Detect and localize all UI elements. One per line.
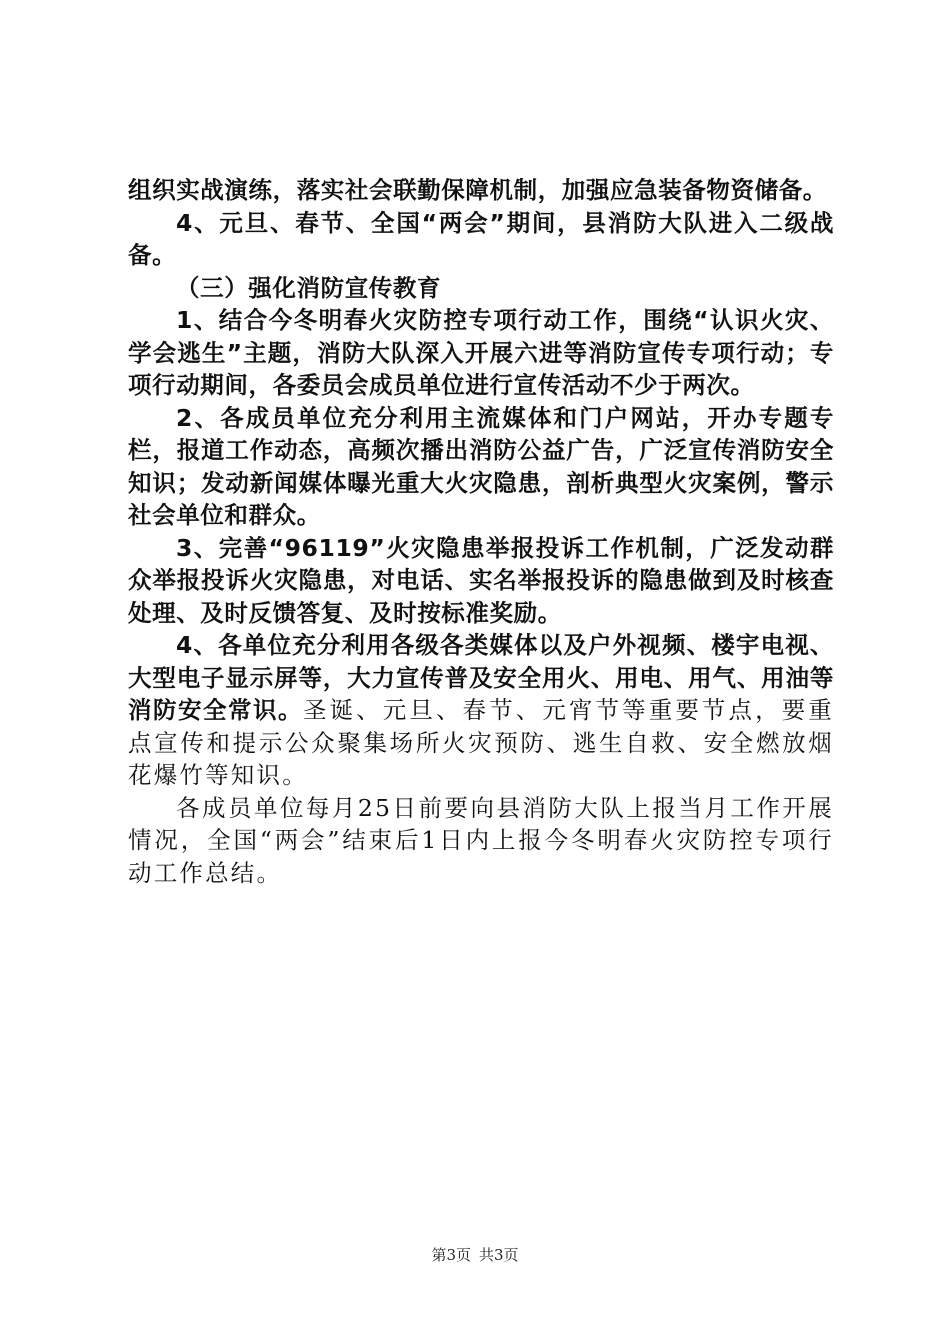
document-body xyxy=(128,174,834,889)
paragraph-item-4-outdoor-media xyxy=(128,629,834,792)
page-number-current: 第3页 xyxy=(431,1246,471,1264)
paragraph-item-1-publicity: 1、结合今冬明春火灾防控专项行动工作，围绕“认识火灾、学会逃生”主题，消防大队深入开展六进等消防宣传专项行动；专项行动期间，各委员会成员单位进行宣传活动不少于两次。 xyxy=(128,306,834,399)
page-footer xyxy=(0,1244,950,1265)
paragraph-bold-part: 4、各单位充分利用各级各类媒体以及户外视频、楼宇电视、大型电子显示屏等，大力宣传普及安全用火、用电、用气、用油等消防安全常识。 xyxy=(128,631,834,724)
paragraph-serif-part: 圣诞、元旦、春节、元宵节等重要节点，要重点宣传和提示公众聚集场所火灾预防、逃生自救、安全燃放烟花爆竹等知识。 xyxy=(128,696,835,789)
paragraph-closing-report: 各成员单位每月25日前要向县消防大队上报当月工作开展情况，全国“两会”结束后1日内上报今冬明春火灾防控专项行动工作总结。 xyxy=(128,793,834,887)
paragraph-item-4-combat-readiness: 4、元旦、春节、全国“两会”期间，县消防大队进入二级战备。 xyxy=(128,208,834,269)
section-heading-publicity: （三）强化消防宣传教育 xyxy=(176,273,442,302)
page-number-total: 共3页 xyxy=(479,1246,519,1264)
paragraph-item-3-hotline: 3、完善“96119”火灾隐患举报投诉工作机制，广泛发动群众举报投诉火灾隐患，对电话、实名举报投诉的隐患做到及时核查处理、及时反馈答复、及时按标准奖励。 xyxy=(128,533,834,627)
paragraph-continuation: 组织实战演练，落实社会联勤保障机制，加强应急装备物资储备。 xyxy=(128,176,827,204)
paragraph-item-2-media: 2、各成员单位充分利用主流媒体和门户网站，开办专题专栏，报道工作动态，高频次播出消防公益广告，广泛宣传消防安全知识；发动新闻媒体曝光重大火灾隐患，剖析典型火灾案例，警示社会单位和群众。 xyxy=(128,403,834,529)
